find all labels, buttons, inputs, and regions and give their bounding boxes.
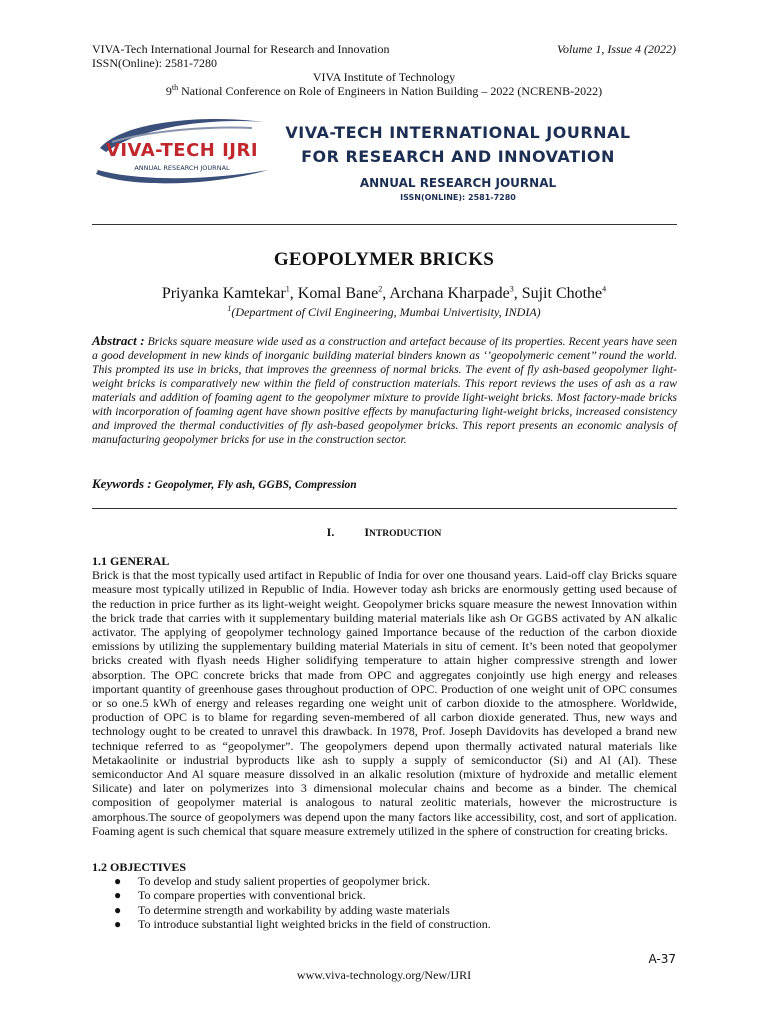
general-heading: 1.1 GENERAL bbox=[92, 554, 170, 568]
list-item: ● To compare properties with conventional brick. bbox=[114, 888, 366, 903]
keywords bbox=[92, 476, 357, 492]
banner-divider bbox=[92, 224, 677, 225]
journal-banner-issn: ISSN(ONLINE): 2581-7280 bbox=[400, 193, 516, 202]
objectives-section bbox=[92, 860, 677, 931]
author: Archana Kharpade bbox=[389, 285, 510, 302]
author-list: Priyanka Kamtekar$^1$, Komal Bane$^2$, Archana Kharpade$^3$, Sujit Chothe$^4$ bbox=[161, 284, 607, 302]
section-heading: I. INTRODUCTION bbox=[326, 525, 442, 539]
objectives-list bbox=[92, 874, 677, 931]
keywords-text: Geopolymer, Fly ash, GGBS, Compression bbox=[154, 479, 357, 491]
author: Priyanka Kamtekar bbox=[161, 285, 286, 302]
abstract-divider bbox=[92, 508, 677, 509]
author: Komal Bane bbox=[297, 285, 379, 302]
list-item: ● To develop and study salient properties of geopolymer brick. bbox=[114, 874, 431, 889]
journal-title-line1: VIVA-TECH INTERNATIONAL JOURNAL bbox=[285, 123, 631, 142]
abstract-label: Abstract : bbox=[92, 333, 145, 348]
author: Sujit Chothe bbox=[521, 285, 603, 302]
abstract bbox=[92, 334, 677, 447]
objectives-heading: 1.2 OBJECTIVES bbox=[92, 860, 187, 874]
footer-url[interactable]: www.viva-technology.org/New/IJRI bbox=[296, 968, 472, 982]
keywords-label: Keywords : bbox=[92, 476, 152, 491]
journal-subtitle: ANNUAL RESEARCH JOURNAL bbox=[359, 176, 557, 190]
header-issn: ISSN(Online): 2581-7280 bbox=[92, 56, 217, 70]
institute-name: VIVA Institute of Technology bbox=[312, 70, 456, 84]
list-item: ● To determine strength and workability by adding waste materials bbox=[114, 902, 450, 917]
journal-logo bbox=[92, 112, 272, 192]
abstract-text: Bricks square measure wide used as a construction and artefact because of its properties. Recent years have seen a good development in new kinds of inorganic building material binders known as ‘’geopolymeric cement’’ round the world. This prompted its use in bricks, that improves the greenness of normal bricks. The event of fly ash-based geopolymer light-weight bricks is comparatively new within the field of construction materials. This report reviews the uses of ash as a raw materials and addition of foaming agent to the geopolymer mixture to provide light-weight bricks. Most factory-made bricks with incorporation of foaming agent have shown positive effects by manufacturing light-weight bricks, increased consistency and improved the thermal conductivities of fly ash-based geopolymer bricks. This report presents an economic analysis of manufacturing geopolymer bricks for use in the construction sector. bbox=[92, 335, 677, 446]
logo-subtext: ANNUAL RESEARCH JOURNAL bbox=[134, 164, 230, 172]
paper-title: GEOPOLYMER BRICKS bbox=[273, 249, 495, 270]
volume-issue: Volume 1, Issue 4 (2022) bbox=[557, 42, 676, 56]
logo-text: VIVA-TECH IJRI bbox=[105, 140, 259, 161]
journal-header-line: VIVA-Tech International Journal for Research and Innovation bbox=[92, 42, 390, 56]
conference-line: 9th National Conference on Role of Engineers in Nation Building – 2022 (NCRENB-2022) bbox=[165, 83, 603, 98]
journal-title-line2: FOR RESEARCH AND INNOVATION bbox=[301, 147, 615, 166]
page-number: A-37 bbox=[648, 952, 676, 966]
affiliation: $^1$(Department of Civil Engineering, Mumbai Univertisity, INDIA) bbox=[227, 304, 541, 319]
list-item: ● To introduce substantial light weighted bricks in the field of construction. bbox=[114, 916, 491, 931]
general-section bbox=[92, 554, 677, 838]
general-text: Brick is that the most typically used artifact in Republic of India for over one thousand years. Laid-off clay Bricks square measure most typically utilized in Republic of India. However today ash bricks are enormously getting used because of the reduction in price further as its light-weight weight. Geopolymer bricks square measure the newest Innovation within the brick trade that carries with it supplementary building material materials like ash Or GGBS activated by AN alkalic activator. The applying of geopolymer technology gained Importance because of the reduction of the carbon dioxide emissions by utilizing the supplementary building material Materials in situ of cement. It’s been noted that geopolymer bricks created with flyash needs Higher solidifying temperature to attain higher compressive strength and lower absorption. The OPC concrete bricks that made from OPC and aggregates conjointly use high energy and releases important quantity of greenhouse gases throughout production of OPC. Production of one weight unit of OPC consumes or so one.5 kWh of energy and releases regarding one weight unit of carbon dioxide to the atmosphere. Worldwide, production of OPC is to blame for regarding seven-membered of all carbon dioxide generated. Thus, new ways and technology ought to be created to unravel this drawback. In 1978, Prof. Joseph Davidovits has developed a brand new technique referred to as “geopolymer”. The geopolymers depend upon thermally activated natural materials like Metakaolinite or industrial byproducts like ash to supply a supply of semiconductor (Si) and Al (Al). These semiconductor And Al square measure dissolved in an alkalic resolution (mixture of hydroxide and metallic element Silicate) and later on polymerizes into 3 dimensional molecular chains and become as a binder. The chemical composition of geopolymer material is analogous to natural zeolitic materials, however the microstructure is amorphous.The source of geopolymers was depend upon the many factors like accessibility, cost, and sort of application. Foaming agent is such chemical that square measure extremely utilized in the sphere of construction for creating bricks. bbox=[92, 568, 677, 838]
